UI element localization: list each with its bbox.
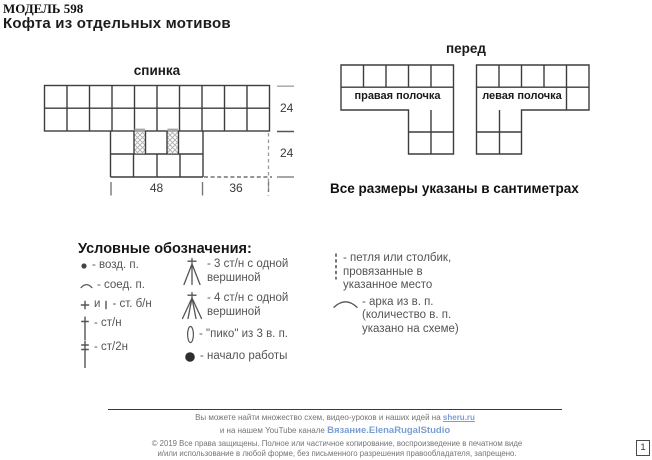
legend-item-label: - возд. п.	[92, 259, 139, 271]
chain-stitch-icon	[80, 262, 88, 270]
legend-item-label: - 3 ст/н с одной вершиной	[207, 258, 289, 284]
back-diagram-label: спинка	[133, 63, 181, 78]
legend-item-label: - 4 ст/н с одной вершиной	[207, 292, 289, 318]
legend-item-label: - ст/н	[94, 316, 122, 329]
legend-item-label: - арка из в. п. (количество в. п. указано на схеме)	[362, 295, 459, 335]
cluster-4dc-icon	[181, 292, 203, 319]
legend-column-3	[333, 252, 474, 336]
right-front-panel-label: правая полочка	[354, 90, 441, 102]
chain-arch-icon	[333, 298, 358, 309]
legend-item	[181, 325, 311, 344]
dim-width-side: 36	[229, 181, 243, 195]
footer-line-2	[108, 425, 562, 436]
page-title: Кофта из отдельных мотивов	[3, 15, 231, 32]
copyright-line-2: и/или использование в любой форме, без письменного разрешения правообладателя, запрещено.	[157, 449, 517, 458]
legend-item-label: - ст/2н	[94, 340, 128, 353]
dim-height-bottom: 24	[280, 146, 294, 160]
footer-divider	[108, 409, 562, 410]
legend-item-label: - начало работы	[200, 350, 288, 363]
legend-item	[181, 258, 311, 285]
legend-item	[333, 252, 474, 293]
front-diagram-label: перед	[446, 41, 486, 56]
model-number: МОДЕЛЬ 598	[3, 1, 84, 16]
sheru-link[interactable]: sheru.ru	[442, 413, 475, 422]
single-crochet-icon	[80, 300, 90, 310]
cluster-3dc-icon	[181, 258, 203, 285]
legend-item-label: - петля или столбик, провязанные в указанное место	[343, 252, 452, 292]
double-crochet-icon	[80, 315, 90, 341]
legend-column-1	[80, 259, 152, 355]
legend-item	[181, 292, 311, 319]
footer-line-1	[108, 413, 562, 422]
work-start-icon	[184, 351, 196, 363]
legend-column-2	[181, 258, 311, 364]
copyright-line-1: © 2019 Все права защищены. Полное или частичное копирование, воспроизведение в печатном виде	[151, 439, 523, 448]
legend-item-label: - "пико" из 3 в. п.	[199, 327, 288, 340]
slip-stitch-icon	[80, 281, 93, 289]
legend-heading: Условные обозначения:	[78, 241, 252, 257]
insert-point-icon	[333, 253, 339, 280]
legend-item	[80, 279, 152, 293]
single-crochet-alt-icon	[104, 300, 108, 310]
treble-crochet-icon	[80, 339, 90, 369]
footer-line-2-text: и на нашем YouTube канале	[219, 426, 325, 435]
footer-line-1-text: Вы можете найти множество схем, видео-уроков и наших идей на	[195, 413, 441, 422]
legend-item-label: - ст. б/н	[112, 298, 152, 311]
sizes-note: Все размеры указаны в сантиметрах	[330, 181, 579, 196]
legend-item	[333, 296, 474, 337]
left-front-panel-label: левая полочка	[482, 90, 562, 102]
page-number: 1	[636, 440, 650, 456]
legend-item	[181, 350, 311, 364]
legend-item	[80, 341, 152, 355]
legend-item-conjunction: и	[94, 298, 101, 311]
legend-item-label: - соед. п.	[97, 278, 145, 291]
dim-height-top: 24	[280, 101, 294, 115]
dim-width-bottom: 48	[149, 181, 164, 195]
legend-item	[80, 298, 152, 312]
legend-item	[80, 317, 152, 331]
youtube-channel-link[interactable]: Вязание.ElenaRugalStudio	[327, 425, 451, 436]
legend-item	[80, 259, 152, 273]
picot-icon	[186, 325, 195, 344]
